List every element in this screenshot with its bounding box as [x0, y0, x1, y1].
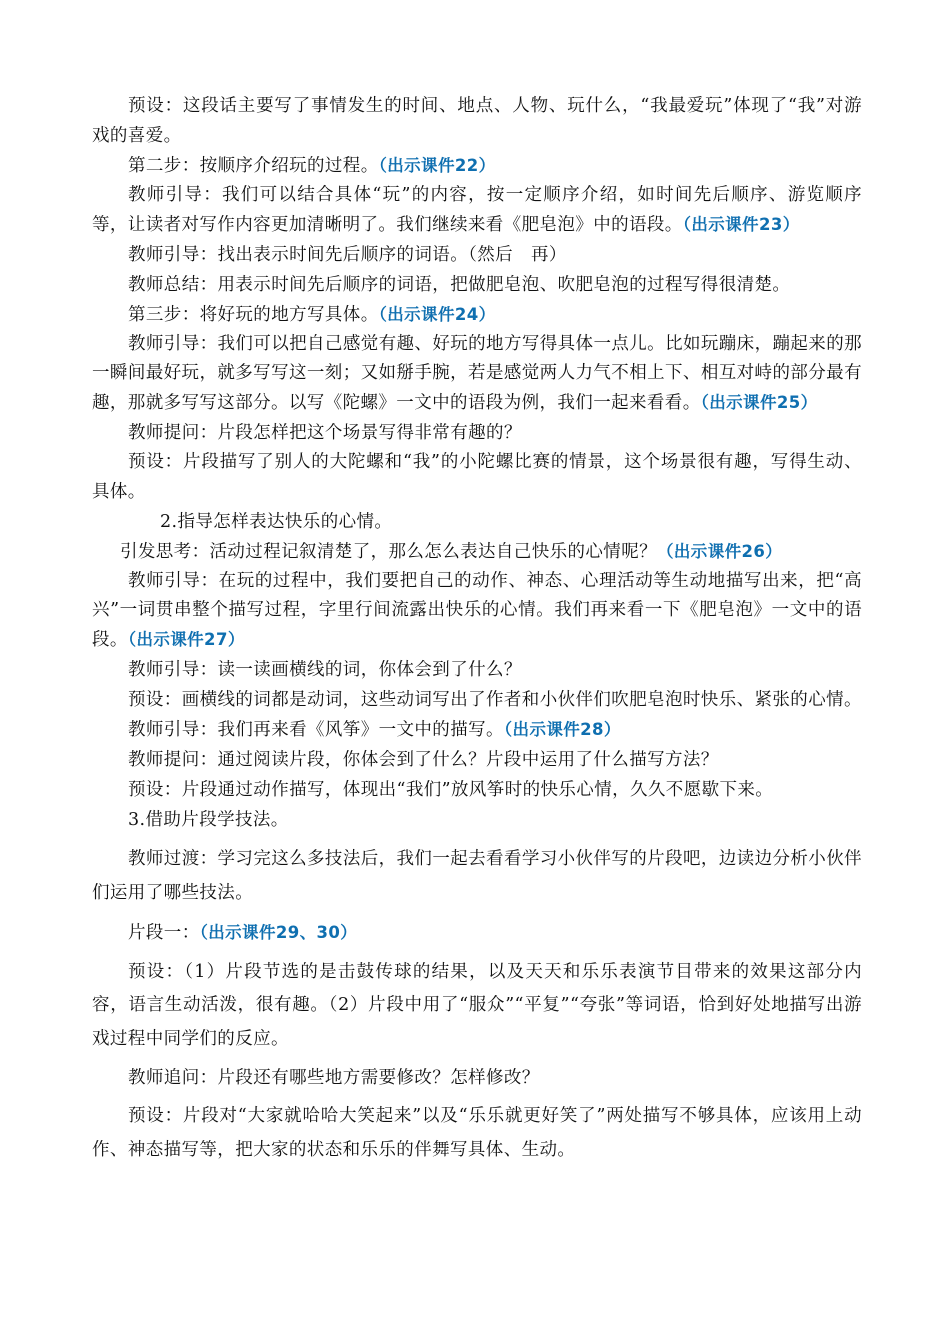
courseware-ref-27: （出示课件27） — [127, 630, 245, 649]
paragraph-teacher-question-2: 教师提问：通过阅读片段，你体会到了什么？片段中运用了什么描写方法？ — [128, 750, 719, 770]
paragraph-step-2: 第二步：按顺序介绍玩的过程。（出示课件22） — [128, 156, 496, 176]
courseware-ref-24: （出示课件24） — [378, 305, 496, 324]
paragraph-preset-4: 预设：片段通过动作描写，体现出“我们”放风筝时的快乐心情，久久不愿歇下来。 — [128, 780, 774, 800]
courseware-ref-28: （出示课件28） — [503, 720, 621, 739]
paragraph-prompt-thinking: 引发思考：活动过程记叙清楚了，那么怎么表达自己快乐的心情呢？（出示课件26） — [120, 542, 783, 562]
paragraph-teacher-guide-4: 教师引导：在玩的过程中，我们要把自己的动作、神态、心理活动等生动地描写出来，把“高兴”一词贯串整个描写过程，字里行间流露出快乐的心情。我们再来看一下《肥皂泡》一文中的语段。（出示课件27） — [92, 571, 862, 650]
paragraph-preset-2: 预设：片段描写了别人的大陀螺和“我”的小陀螺比赛的情景，这个场景很有趣，写得生动、具体。 — [92, 452, 862, 502]
paragraph-teacher-guide-3: 教师引导：我们可以把自己感觉有趣、好玩的地方写得具体一点儿。比如玩蹦床，蹦起来的那一瞬间最好玩，就多写写这一刻；又如掰手腕，若是感觉两人力气不相上下、相互对峙的部分最有趣，那就多写写这部分。以写《陀螺》一文中的语段为例，我们一起来看看。（出示课件25） — [92, 334, 862, 413]
paragraph-teacher-summary: 教师总结：用表示时间先后顺序的词语，把做肥皂泡、吹肥皂泡的过程写得很清楚。 — [128, 275, 791, 295]
courseware-ref-25: （出示课件25） — [700, 393, 818, 412]
paragraph-teacher-guide-6: 教师引导：我们再来看《风筝》一文中的描写。（出示课件28） — [128, 720, 621, 740]
paragraph-preset-1: 预设：这段话主要写了事情发生的时间、地点、人物、玩什么，“我最爱玩”体现了“我”对游戏的喜爱。 — [92, 96, 862, 146]
paragraph-teacher-guide-1: 教师引导：我们可以结合具体“玩”的内容，按一定顺序介绍，如时间先后顺序、游览顺序等，让读者对写作内容更加清晰明了。我们继续来看《肥皂泡》中的语段。（出示课件23） — [92, 185, 862, 235]
paragraph-teacher-follow-up: 教师追问：片段还有哪些地方需要修改？怎样修改？ — [128, 1068, 540, 1088]
section-heading-3: 3.借助片段学技法。 — [128, 810, 289, 830]
courseware-ref-26: （出示课件26） — [657, 542, 783, 561]
paragraph-teacher-guide-2: 教师引导：找出表示时间先后顺序的词语。（然后 再） — [128, 245, 567, 265]
paragraph-preset-5: 预设：（1）片段节选的是击鼓传球的结果，以及天天和乐乐表演节目带来的效果这部分内容，语言生动活泼，很有趣。（2）片段中用了“服众”“平复”“夸张”等词语，恰到好处地描写出游戏过程中同学们的反应。 — [92, 962, 862, 1049]
paragraph-preset-6: 预设：片段对“大家就哈哈大笑起来”以及“乐乐就更好笑了”两处描写不够具体，应该用上动作、神态描写等，把大家的状态和乐乐的伴舞写具体、生动。 — [92, 1106, 862, 1160]
courseware-ref-23: （出示课件23） — [682, 215, 800, 234]
paragraph-teacher-guide-5: 教师引导：读一读画横线的词，你体会到了什么？ — [128, 660, 522, 680]
paragraph-step-3: 第三步：将好玩的地方写具体。（出示课件24） — [128, 305, 496, 325]
document-page — [92, 92, 862, 1167]
courseware-ref-22: （出示课件22） — [378, 156, 496, 175]
paragraph-teacher-transition: 教师过渡：学习完这么多技法后，我们一起去看看学习小伙伴写的片段吧，边读边分析小伙伴们运用了哪些技法。 — [92, 849, 862, 903]
section-heading-2: 2.指导怎样表达快乐的心情。 — [160, 512, 393, 532]
courseware-ref-29-30: （出示课件29、30） — [199, 923, 358, 942]
paragraph-preset-3: 预设：画横线的词都是动词，这些动词写出了作者和小伙伴们吹肥皂泡时快乐、紧张的心情。 — [128, 690, 862, 710]
paragraph-teacher-question-1: 教师提问：片段怎样把这个场景写得非常有趣的？ — [128, 423, 522, 443]
paragraph-excerpt-one: 片段一：（出示课件29、30） — [128, 923, 358, 943]
